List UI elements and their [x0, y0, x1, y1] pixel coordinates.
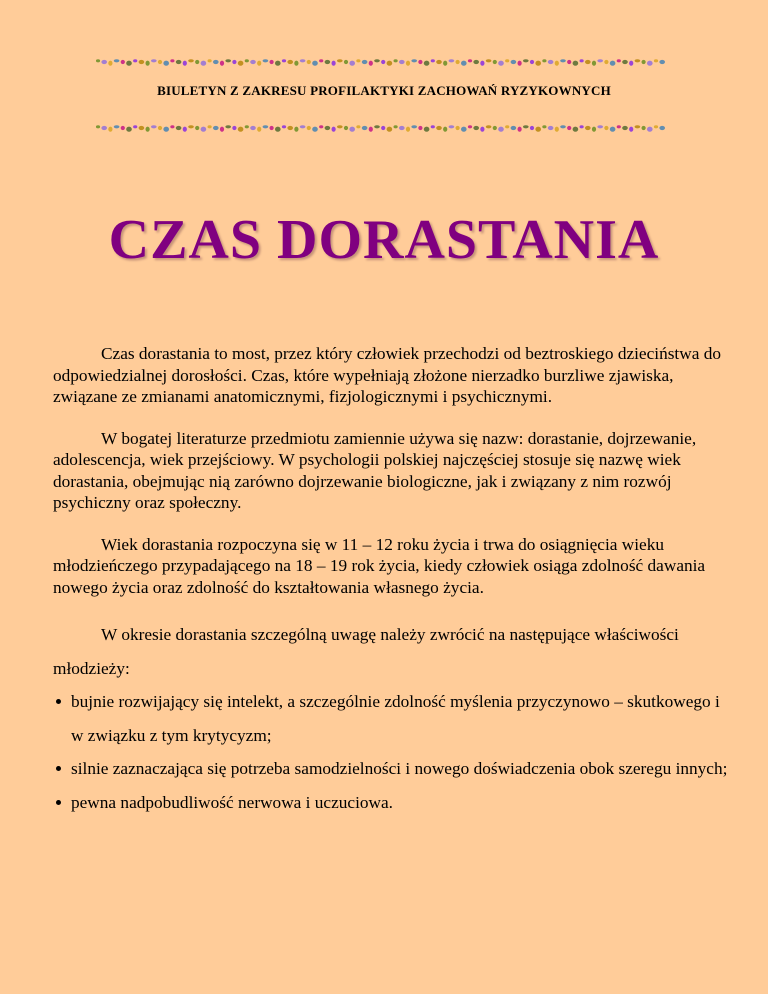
garland-flower [201, 61, 207, 66]
list-item-text: pewna nadpobudliwość nerwowa i uczuciowa. [71, 792, 393, 812]
garland-flower [201, 127, 207, 132]
garland-flower [580, 59, 584, 62]
garland-flower [518, 127, 522, 132]
garland-flower [263, 59, 269, 62]
garland-flower [307, 126, 311, 130]
garland-flower [573, 127, 579, 132]
garland-flower [275, 61, 281, 66]
garland-flower [597, 59, 603, 62]
garland-flower [369, 61, 373, 66]
garland-flower [585, 126, 591, 130]
garland-flower [374, 59, 380, 62]
garland-flower [133, 59, 137, 62]
garland-flower [195, 126, 199, 130]
garland-flower [580, 125, 584, 128]
garland-flower [617, 125, 621, 128]
list-item-text: silnie zaznaczająca się potrzeba samodzielności i nowego doświadczenia obok szeregu innych; [71, 759, 728, 778]
garland-flower [486, 125, 492, 128]
garland-flower [213, 126, 219, 130]
garland-flower [473, 126, 479, 130]
garland-flower [542, 59, 546, 62]
garland-flower [101, 126, 107, 130]
garland-flower [245, 59, 249, 62]
garland-flower [511, 60, 517, 64]
garland-flower [270, 126, 274, 130]
garland-flower [406, 61, 410, 66]
garland-flower [287, 126, 293, 130]
garland-flower [349, 127, 355, 132]
garland-flower [418, 60, 422, 64]
garland-flower [480, 61, 484, 66]
garland-flower [610, 61, 616, 66]
garland-flower [381, 60, 385, 64]
garland-flower [555, 61, 559, 66]
garland-flower [523, 125, 529, 128]
garland-flower [356, 59, 360, 62]
garland-flower [257, 127, 261, 132]
garland-flower [461, 61, 467, 66]
garland-flower [300, 59, 306, 62]
garland-flower [493, 60, 497, 64]
garland-flower [418, 126, 422, 130]
garland-flower [208, 125, 212, 128]
garland-flower [635, 59, 641, 62]
garland-flower [126, 127, 132, 132]
garland-flower [225, 125, 231, 128]
garland-flower [294, 127, 298, 132]
garland-flower [344, 60, 348, 64]
garland-flower [108, 61, 112, 66]
garland-flower [592, 127, 596, 132]
garland-flower [170, 59, 174, 62]
bullet-dot-icon [56, 699, 61, 704]
garland-flower [394, 59, 398, 62]
garland-flower [486, 59, 492, 62]
garland-flower [307, 60, 311, 64]
garland-flower [163, 127, 169, 132]
garland-flower [133, 125, 137, 128]
garland-flower [535, 127, 541, 132]
garland-flower [232, 126, 236, 130]
garland-flower [560, 59, 566, 62]
garland-flower [642, 60, 646, 64]
list-item [53, 752, 733, 786]
garland-flower [456, 60, 460, 64]
garland-flower [96, 125, 100, 128]
garland-flower [436, 60, 442, 64]
garland-flower [399, 126, 405, 130]
garland-flower [250, 60, 256, 64]
garland-flower [183, 61, 187, 66]
garland-flower [312, 127, 318, 132]
garland-flower [114, 59, 120, 62]
garland-flower [449, 59, 455, 62]
garland-flower [406, 127, 410, 132]
garland-flower [287, 60, 293, 64]
garland-flower [381, 126, 385, 130]
garland-flower [158, 126, 162, 130]
garland-flower [188, 125, 194, 128]
garland-flower [114, 125, 120, 128]
garland-flower [220, 127, 224, 132]
garland-flower [548, 60, 554, 64]
garland-flower [238, 61, 244, 66]
garland-flower [542, 125, 546, 128]
garland-flower [158, 60, 162, 64]
garland-flower [332, 61, 336, 66]
garland-flower [573, 61, 579, 66]
garland-flower [411, 125, 417, 128]
garland-flower [257, 61, 261, 66]
garland-flower [629, 127, 633, 132]
garland-flower [511, 126, 517, 130]
garland-flower [275, 127, 281, 132]
garland-flower [473, 60, 479, 64]
garland-flower [151, 125, 157, 128]
paragraph-intro: Czas dorastania to most, przez który człowiek przechodzi od beztroskiego dzieciństwa do odpowiedzialnej dorosłości. Czas, które wypełniają złożone nierzadko burzliwe zjawiska, związane ze zmianami anatomicznymi, fizjologicznymi i psychicznymi. [53, 344, 721, 406]
garland-flower [121, 60, 125, 64]
garland-flower [146, 61, 150, 66]
garland-flower [443, 61, 447, 66]
garland-flower [431, 59, 435, 62]
garland-flower [96, 59, 100, 62]
garland-flower [530, 60, 534, 64]
garland-flower [617, 59, 621, 62]
garland-flower [642, 126, 646, 130]
garland-flower [263, 125, 269, 128]
garland-flower [610, 127, 616, 132]
list-item [53, 786, 733, 820]
garland-flower [654, 125, 658, 128]
garland-flower [208, 59, 212, 62]
garland-flower [300, 125, 306, 128]
garland-flower [101, 60, 107, 64]
garland-flower [238, 127, 244, 132]
properties-list [53, 685, 733, 819]
garland-flower [356, 125, 360, 128]
garland-flower [394, 125, 398, 128]
garland-flower [121, 126, 125, 130]
garland-flower [245, 125, 249, 128]
garland-flower [585, 60, 591, 64]
garland-flower [629, 61, 633, 66]
garland-flower [220, 61, 224, 66]
garland-flower [560, 125, 566, 128]
bulletin-header: BIULETYN Z ZAKRESU PROFILAKTYKI ZACHOWAŃ RYZYKOWNYCH [157, 83, 611, 98]
garland-flower [518, 61, 522, 66]
garland-flower [523, 59, 529, 62]
garland-flower [282, 125, 286, 128]
garland-flower [548, 126, 554, 130]
garland-flower [213, 60, 219, 64]
list-item [53, 685, 733, 752]
garland-flower [170, 125, 174, 128]
garland-flower [449, 125, 455, 128]
garland-flower [456, 126, 460, 130]
garland-flower [337, 59, 343, 62]
garland-flower [163, 61, 169, 66]
garland-flower [424, 127, 430, 132]
garland-flower [530, 126, 534, 130]
garland-flower [597, 125, 603, 128]
garland-flower [232, 60, 236, 64]
garland-flower [146, 127, 150, 132]
paragraph-age-range: Wiek dorastania rozpoczyna się w 11 – 12 roku życia i trwa do osiągnięcia wieku młodzieńczego przypadającego na 18 – 19 rok życia, kiedy człowiek osiąga zdolność dawania nowego życia oraz zdolność do kształtowania własnego życia. [53, 534, 706, 597]
garland-flower [654, 59, 658, 62]
garland-flower [349, 61, 355, 66]
garland-flower [567, 126, 571, 130]
list-item-text: bujnie rozwijający się intelekt, a szczególnie zdolność myślenia przyczynowo – skutkowego i w związku z tym krytycyzm; [71, 692, 720, 745]
garland-flower [592, 61, 596, 66]
garland-flower [424, 61, 430, 66]
garland-flower [108, 127, 112, 132]
garland-flower [362, 126, 368, 130]
garland-flower [498, 61, 504, 66]
garland-flower [325, 126, 331, 130]
garland-flower [498, 127, 504, 132]
garland-flower [374, 125, 380, 128]
garland-flower [312, 61, 318, 66]
garland-flower [270, 60, 274, 64]
garland-flower [387, 127, 393, 132]
garland-flower [647, 61, 653, 66]
garland-flower [461, 127, 467, 132]
garland-flower [431, 125, 435, 128]
garland-flower [319, 59, 323, 62]
page-title: CZAS DORASTANIA [108, 209, 660, 271]
garland-flower [443, 127, 447, 132]
garland-flower [195, 60, 199, 64]
garland-flower [567, 60, 571, 64]
garland-flower [555, 127, 559, 132]
decorative-flower-border-bottom [96, 123, 668, 133]
garland-flower [659, 126, 665, 130]
bullet-dot-icon [56, 800, 61, 805]
garland-flower [604, 126, 608, 130]
garland-flower [505, 125, 509, 128]
garland-flower [176, 60, 182, 64]
bullet-dot-icon [56, 766, 61, 771]
garland-flower [622, 126, 628, 130]
garland-flower [250, 126, 256, 130]
garland-flower [411, 59, 417, 62]
garland-flower [505, 59, 509, 62]
garland-flower [183, 127, 187, 132]
garland-flower [369, 127, 373, 132]
garland-flower [635, 125, 641, 128]
garland-flower [362, 60, 368, 64]
garland-flower [659, 60, 665, 64]
garland-flower [480, 127, 484, 132]
decorative-flower-border-top [96, 57, 668, 67]
garland-flower [436, 126, 442, 130]
garland-flower [399, 60, 405, 64]
garland-flower [151, 59, 157, 62]
garland-flower [188, 59, 194, 62]
garland-flower [647, 127, 653, 132]
garland-flower [535, 61, 541, 66]
garland-flower [325, 60, 331, 64]
garland-flower [468, 125, 472, 128]
article-body [53, 343, 733, 819]
garland-flower [344, 126, 348, 130]
garland-flower [294, 61, 298, 66]
paragraph-properties-intro: W okresie dorastania szczególną uwagę należy zwrócić na następujące właściwości młodzieży: [53, 625, 679, 678]
garland-flower [622, 60, 628, 64]
garland-flower [126, 61, 132, 66]
garland-flower [387, 61, 393, 66]
garland-flower [319, 125, 323, 128]
garland-flower [493, 126, 497, 130]
garland-flower [139, 126, 145, 130]
garland-flower [282, 59, 286, 62]
garland-flower [139, 60, 145, 64]
garland-flower [225, 59, 231, 62]
paragraph-terminology: W bogatej literaturze przedmiotu zamiennie używa się nazw: dorastanie, dojrzewanie, adolescencja, wiek przejściowy. W psychologii polskiej najczęściej stosuje się nazwę wiek dorastania, obejmując nią zarówno dojrzewanie biologiczne, jak i związany z nim rozwój psychiczny oraz społeczny. [53, 428, 697, 512]
garland-flower [176, 126, 182, 130]
garland-flower [468, 59, 472, 62]
garland-flower [604, 60, 608, 64]
garland-flower [332, 127, 336, 132]
garland-flower [337, 125, 343, 128]
